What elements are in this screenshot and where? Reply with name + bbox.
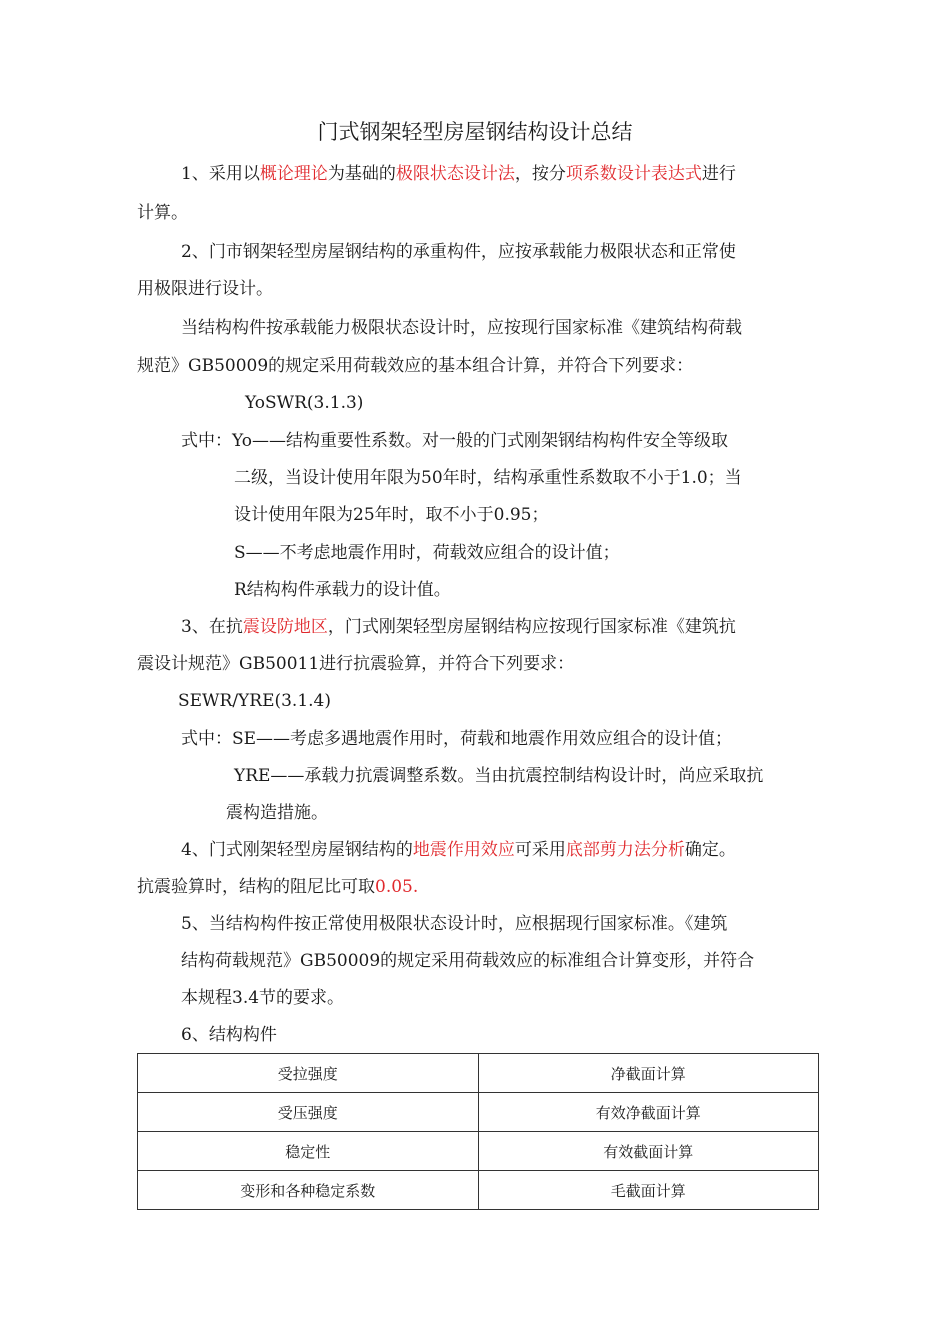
p6-line3: 本规程3.4节的要求。 <box>181 988 345 1008</box>
p5-damping-ratio-value: 0.05. <box>375 877 419 897</box>
p3-line2: 规范》GB50009的规定采用荷载效应的基本组合计算，并符合下列要求： <box>137 356 694 376</box>
p2-line1: 2、门市钢架轻型房屋钢结构的承重构件，应按承载能力极限状态和正常使 <box>181 242 736 262</box>
p4-text-c: ，门式刚架轻型房屋钢结构应按现行国家标准《建筑抗 <box>327 617 736 637</box>
p5-text-c: 可采用 <box>514 840 566 860</box>
p1-line2: 计算。 <box>137 203 188 223</box>
p6-line2: 结构荷载规范》GB50009的规定采用荷载效应的标准组合计算变形，并符合 <box>181 951 755 971</box>
formula-3-1-3: YoSWR(3.1.3) <box>245 393 364 413</box>
table-cell-method: 有效截面计算 <box>478 1132 819 1171</box>
table-row <box>138 1054 819 1093</box>
p5-line2-text: 抗震验算时，结构的阻尼比可取 <box>137 877 375 897</box>
table-cell-item: 受压强度 <box>138 1093 479 1132</box>
p5-highlight-base-shear-method: 底部剪力法分析 <box>565 840 685 860</box>
section-6-heading: 6、结构构件 <box>181 1025 277 1045</box>
table-cell-item: 稳定性 <box>138 1132 479 1171</box>
p3-where-line2: 二级，当设计使用年限为50年时，结构承重性系数取不小于1.0；当 <box>234 468 742 488</box>
p5-line1 <box>181 838 736 862</box>
p4-where-line2: YRE——承载力抗震调整系数。当由抗震控制结构设计时，尚应采取抗 <box>234 766 764 786</box>
p2-line2: 用极限进行设计。 <box>137 279 273 299</box>
table-row <box>138 1132 819 1171</box>
p5-text-a: 4、门式刚架轻型房屋钢结构的 <box>181 840 413 860</box>
p4-where-line3: 震构造措施。 <box>226 803 328 823</box>
p5-line2 <box>137 875 418 899</box>
p5-text-e: 确定。 <box>684 840 736 860</box>
p1-highlight-limit-state-method: 极限状态设计法 <box>395 164 515 184</box>
p1-text-a: 1、采用以 <box>181 164 260 184</box>
table-cell-item: 变形和各种稳定系数 <box>138 1171 479 1210</box>
table-cell-method: 有效净截面计算 <box>478 1093 819 1132</box>
p5-highlight-seismic-effect: 地震作用效应 <box>412 840 515 860</box>
p3-where-line4: S——不考虑地震作用时，荷载效应组合的设计值； <box>234 543 620 563</box>
p3-where-line1: 式中：Yo——结构重要性系数。对一般的门式刚架钢结构构件安全等级取 <box>181 431 728 451</box>
table-cell-method: 毛截面计算 <box>478 1171 819 1210</box>
p4-line1 <box>181 615 736 639</box>
p1-highlight-probability-theory: 概论理论 <box>259 164 328 184</box>
p1-text-g: 进行 <box>701 164 736 184</box>
document-title: 门式钢架轻型房屋钢结构设计总结 <box>317 120 633 144</box>
p1-highlight-partial-factor-expression: 项系数设计表达式 <box>565 164 702 184</box>
p6-line1: 5、当结构构件按正常使用极限状态设计时，应根据现行国家标准。《建筑 <box>181 914 728 934</box>
p1-text-e: ，按分 <box>514 164 566 184</box>
formula-3-1-4: SEWR/YRE(3.1.4) <box>178 691 332 711</box>
p1-text-c: 为基础的 <box>327 164 396 184</box>
p3-where-line5: R结构构件承载力的设计值。 <box>234 580 451 600</box>
table-cell-item: 受拉强度 <box>138 1054 479 1093</box>
p3-line1: 当结构构件按承载能力极限状态设计时，应按现行国家标准《建筑结构荷载 <box>181 318 742 338</box>
table-row <box>138 1171 819 1210</box>
p1-line1 <box>181 162 736 186</box>
p4-highlight-seismic-area: 震设防地区 <box>242 617 328 637</box>
p3-where-line3: 设计使用年限为25年时，取不小于0.95； <box>234 505 549 525</box>
p4-text-a: 3、在抗 <box>181 617 243 637</box>
table-row <box>138 1093 819 1132</box>
structural-members-table <box>137 1053 819 1210</box>
p4-line2: 震设计规范》GB50011进行抗震验算，并符合下列要求： <box>137 654 575 674</box>
table-cell-method: 净截面计算 <box>478 1054 819 1093</box>
p4-where-line1: 式中：SE——考虑多遇地震作用时，荷载和地震作用效应组合的设计值； <box>181 729 733 749</box>
